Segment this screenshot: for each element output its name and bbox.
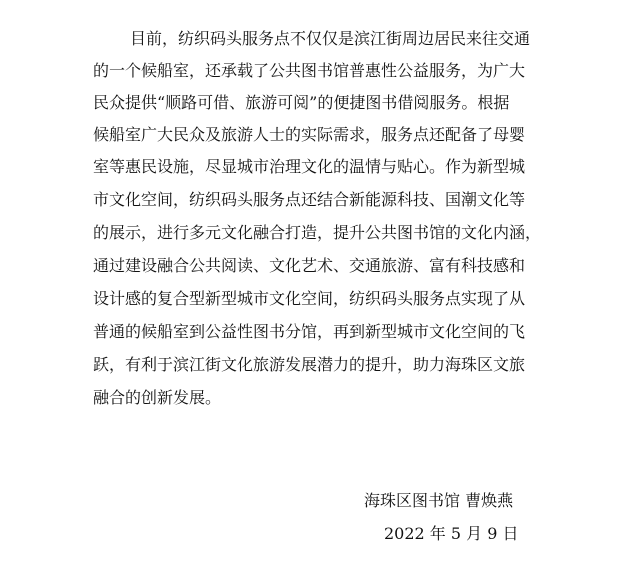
paragraph-line-10: 普通的候船室到公益性图书分馆，再到新型城市文化空间的飞 — [93, 322, 526, 341]
paragraph-line-11: 跃，有利于滨江街文化旅游发展潜力的提升，助力海珠区文旅 — [93, 355, 526, 374]
paragraph-line-6: 市文化空间，纺织码头服务点还结合新能源科技、国潮文化等 — [93, 190, 526, 209]
paragraph-line-9: 设计感的复合型新型城市文化空间，纺织码头服务点实现了从 — [93, 289, 526, 308]
signature-author: 海珠区图书馆 曹焕燕 — [364, 491, 514, 510]
paragraph-line-5: 室等惠民设施，尽显城市治理文化的温情与贴心。作为新型城 — [93, 157, 526, 176]
paragraph-line-2: 的一个候船室，还承载了公共图书馆普惠性公益服务，为广大 — [93, 61, 526, 80]
signature-date: 2022 年 5 月 9 日 — [384, 524, 519, 543]
paragraph-line-12: 融合的创新发展。 — [93, 388, 222, 407]
paragraph-line-4: 候船室广大民众及旅游人士的实际需求，服务点还配备了母婴 — [93, 125, 526, 144]
paragraph-line-8: 通过建设融合公共阅读、文化艺术、交通旅游、富有科技感和 — [93, 256, 526, 275]
paragraph-line-7: 的展示，进行多元文化融合打造，提升公共图书馆的文化内涵， — [93, 223, 542, 242]
paragraph-line-3: 民众提供“顺路可借、旅游可阅”的便捷图书借阅服务。根据 — [93, 93, 510, 112]
paragraph-line-1: 目前，纺织码头服务点不仅仅是滨江街周边居民来往交通 — [130, 29, 531, 48]
